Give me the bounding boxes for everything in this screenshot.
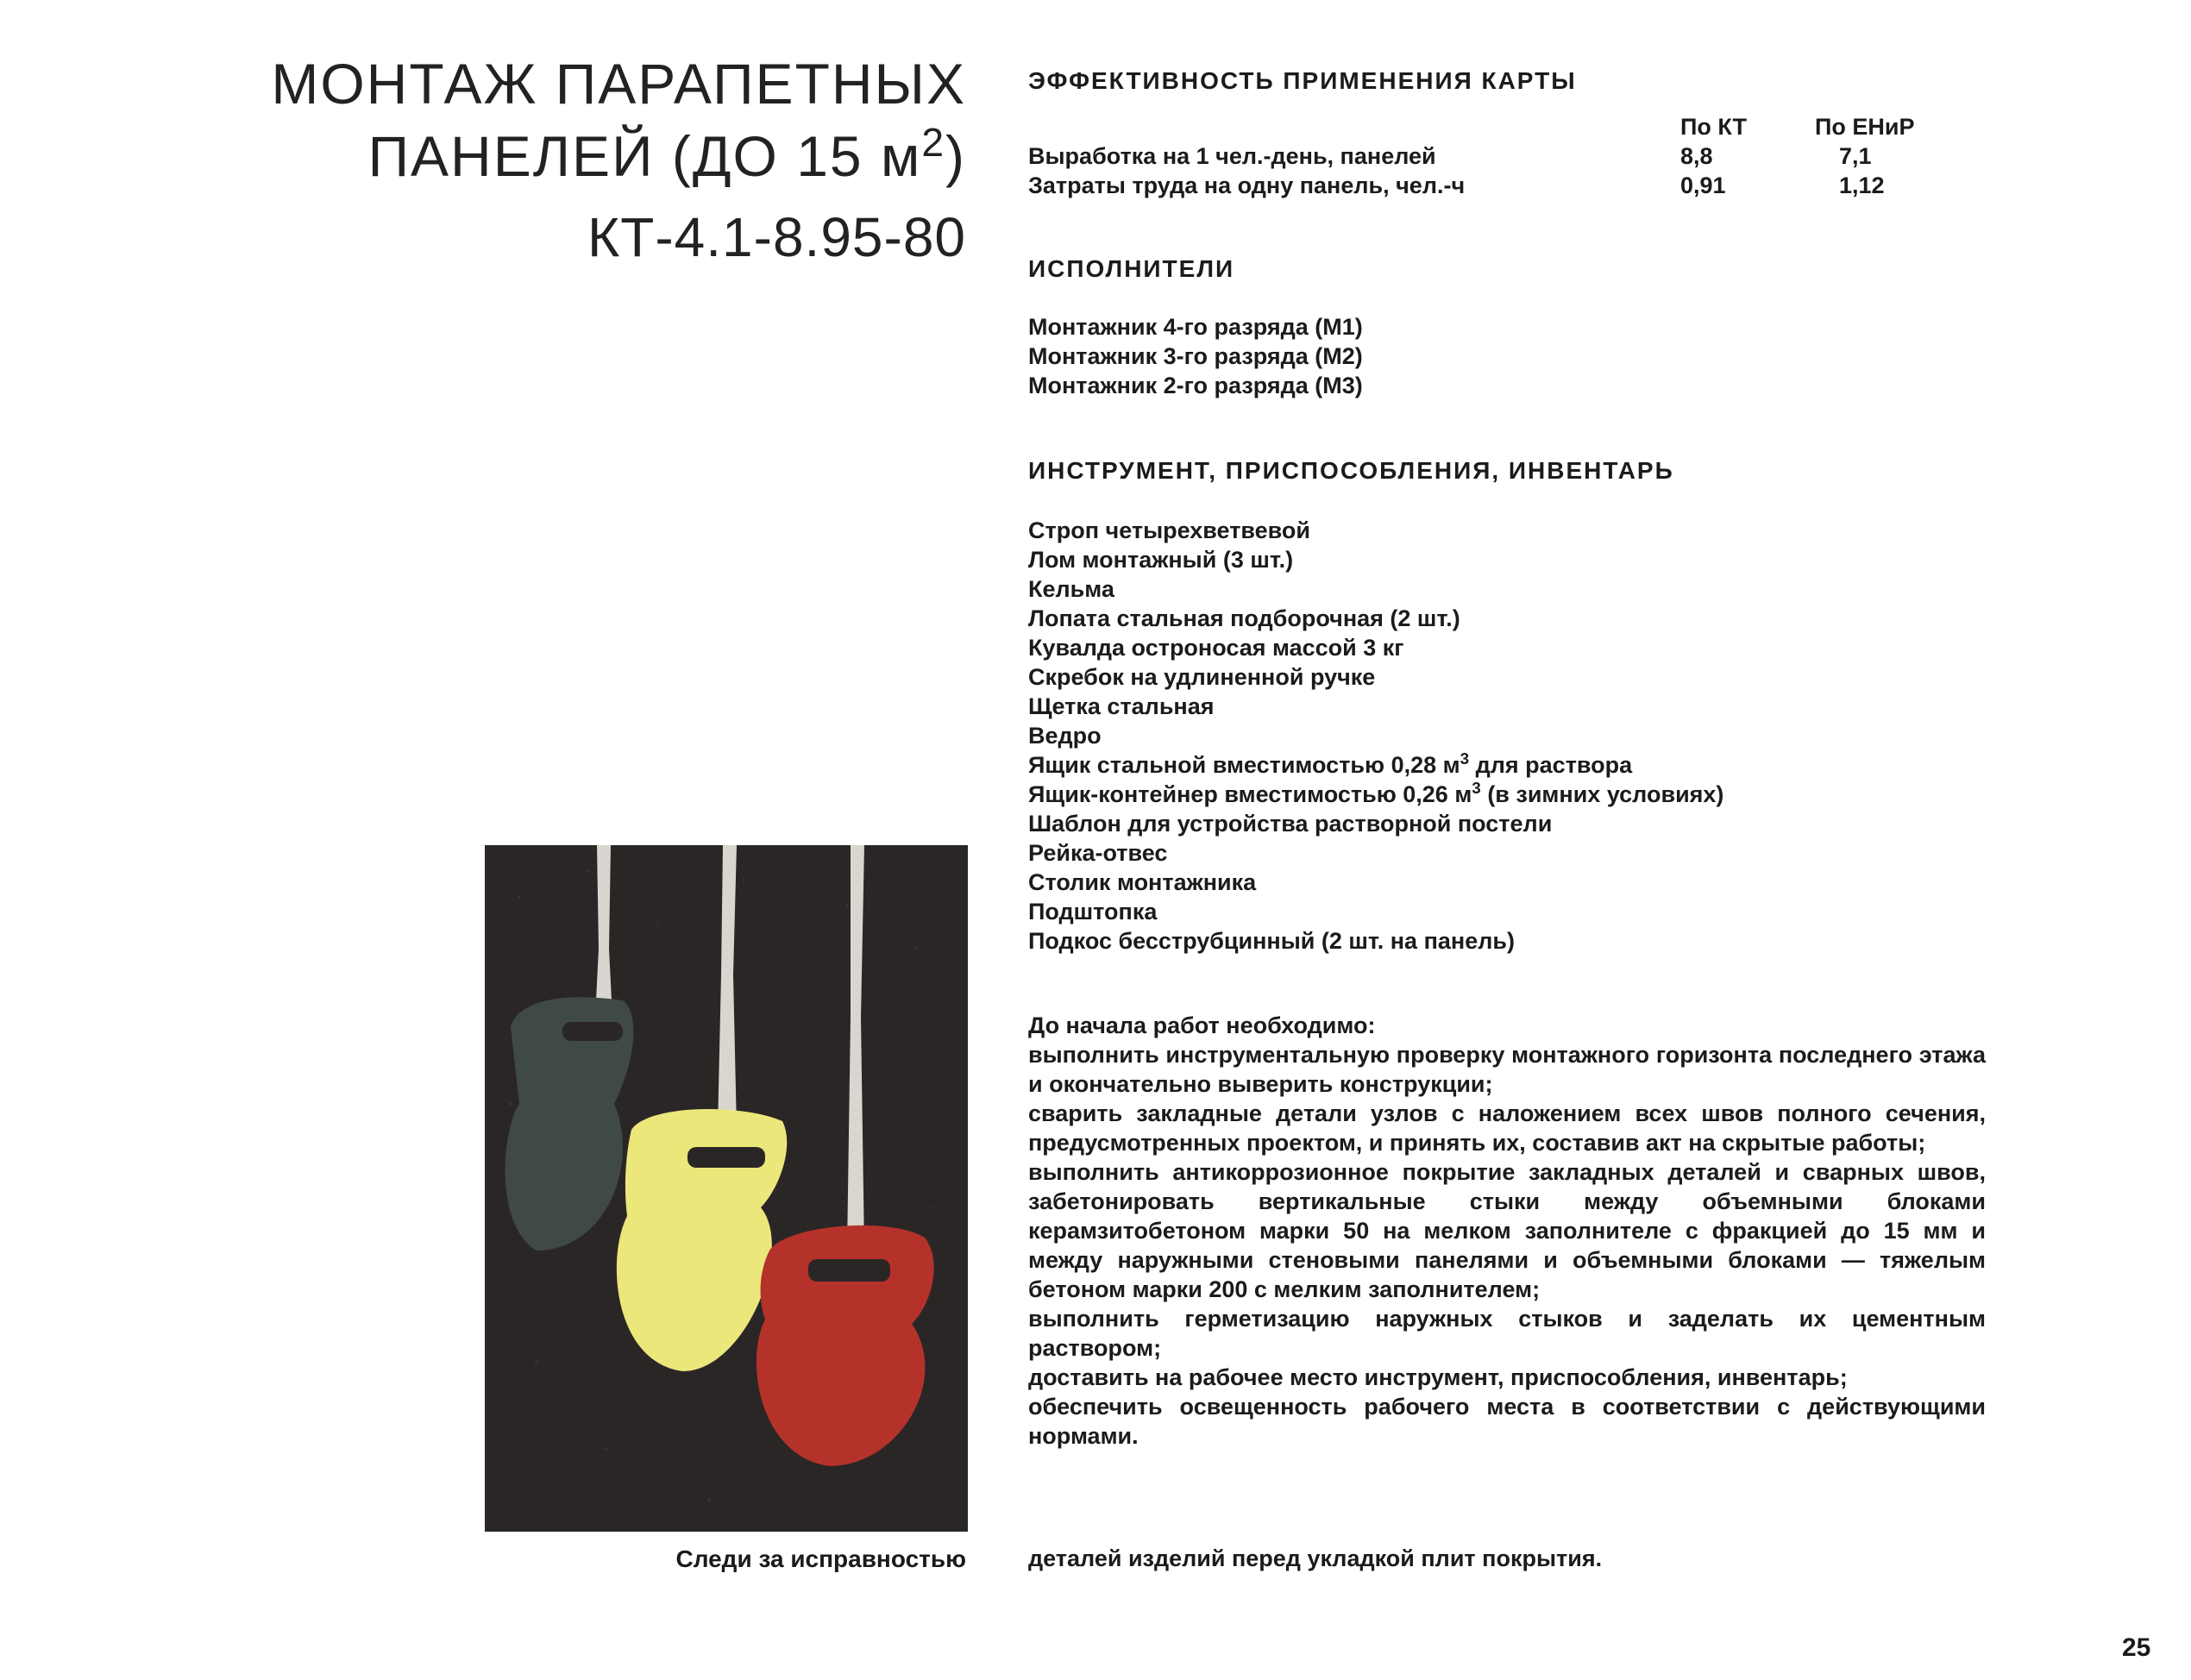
efficiency-header-row	[1028, 112, 1943, 141]
table-row: Выработка на 1 чел.-день, панелей 8,8 7,1	[1028, 143, 1872, 169]
column-enir: По ЕНиР	[1815, 114, 1915, 140]
performers-heading: ИСПОЛНИТЕЛИ	[1028, 255, 1235, 282]
list-item: Лопата стальная подборочная (2 шт.)	[1028, 605, 1460, 631]
tools-list	[1028, 516, 1723, 956]
list-item: Шаблон для устройства растворной постели	[1028, 811, 1553, 837]
preparation-last-line: деталей изделий перед укладкой плит покрытия.	[1028, 1545, 1603, 1571]
illustration-caption: Следи за исправностью	[675, 1545, 966, 1572]
table-row: Затраты труда на одну панель, чел.-ч 0,91 1,12	[1028, 172, 1885, 198]
preparation-item: выполнить антикоррозионное покрытие закладных деталей и сварных швов, забетонировать вертикальные стыки между объемными блоками керамзитобетоном марки 50 на мелком заполнителе с фракцией до 15 мм и между наружными стеновыми панелями и объемными блоками — тяжелым бетоном марки 200 с мелким заполнителем;	[1028, 1159, 1986, 1302]
preparation-item: выполнить инструментальную проверку монтажного горизонта последнего этажа и окончательно выверить конструкции;	[1028, 1042, 1986, 1097]
preparation-section	[1028, 1011, 1986, 1451]
list-item: Рейка-отвес	[1028, 840, 1168, 866]
page-number: 25	[2122, 1633, 2151, 1662]
list-item: Скребок на удлиненной ручке	[1028, 664, 1376, 690]
list-item: Кувалда остроносая массой 3 кг	[1028, 635, 1404, 661]
preparation-intro: До начала работ необходимо:	[1028, 1012, 1376, 1038]
efficiency-table	[1028, 112, 1943, 200]
column-kt: По КТ	[1680, 114, 1748, 140]
list-item: Подкос бесструбцинный (2 шт. на панель)	[1028, 928, 1515, 954]
list-item: Подштопка	[1028, 899, 1158, 925]
page-title	[190, 47, 966, 192]
preparation-item: обеспечить освещенность рабочего места в соответствии с действующими нормами.	[1028, 1394, 1986, 1449]
list-item: Монтажник 3-го разряда (М2)	[1028, 343, 1363, 369]
list-item: Лом монтажный (3 шт.)	[1028, 547, 1294, 573]
list-item: Столик монтажника	[1028, 869, 1257, 895]
title-line-1: МОНТАЖ ПАРАПЕТНЫХ	[271, 52, 966, 116]
tools-heading: ИНСТРУМЕНТ, ПРИСПОСОБЛЕНИЯ, ИНВЕНТАРЬ	[1028, 457, 1674, 484]
list-item: Ведро	[1028, 723, 1102, 749]
list-item: Ящик-контейнер вместимостью 0,26 $м^3$ (в зимних условиях)	[1028, 780, 1724, 807]
list-item: Строп четырехветвевой	[1028, 517, 1311, 543]
performers-list	[1028, 312, 1363, 400]
list-item: Кельма	[1028, 576, 1114, 602]
card-code: КТ-4.1-8.95-80	[587, 206, 966, 268]
title-line-2: ПАНЕЛЕЙ (ДО 15 $м^2$)	[367, 120, 966, 188]
preparation-item: доставить на рабочее место инструмент, приспособления, инвентарь;	[1028, 1364, 1848, 1390]
illustration-hooks	[485, 845, 968, 1532]
list-item: Щетка стальная	[1028, 693, 1215, 719]
list-item: Монтажник 4-го разряда (М1)	[1028, 314, 1363, 340]
preparation-item: выполнить герметизацию наружных стыков и заделать их цементным раствором;	[1028, 1306, 1986, 1361]
preparation-item: сварить закладные детали узлов с наложением всех швов полного сечения, предусмотренных проектом, и принять их, составив акт на скрытые работы;	[1028, 1100, 1986, 1156]
efficiency-heading: ЭФФЕКТИВНОСТЬ ПРИМЕНЕНИЯ КАРТЫ	[1028, 67, 1577, 94]
list-item: Монтажник 2-го разряда (М3)	[1028, 373, 1363, 398]
list-item: Ящик стальной вместимостью 0,28 $м^3$ для раствора	[1028, 750, 1633, 778]
